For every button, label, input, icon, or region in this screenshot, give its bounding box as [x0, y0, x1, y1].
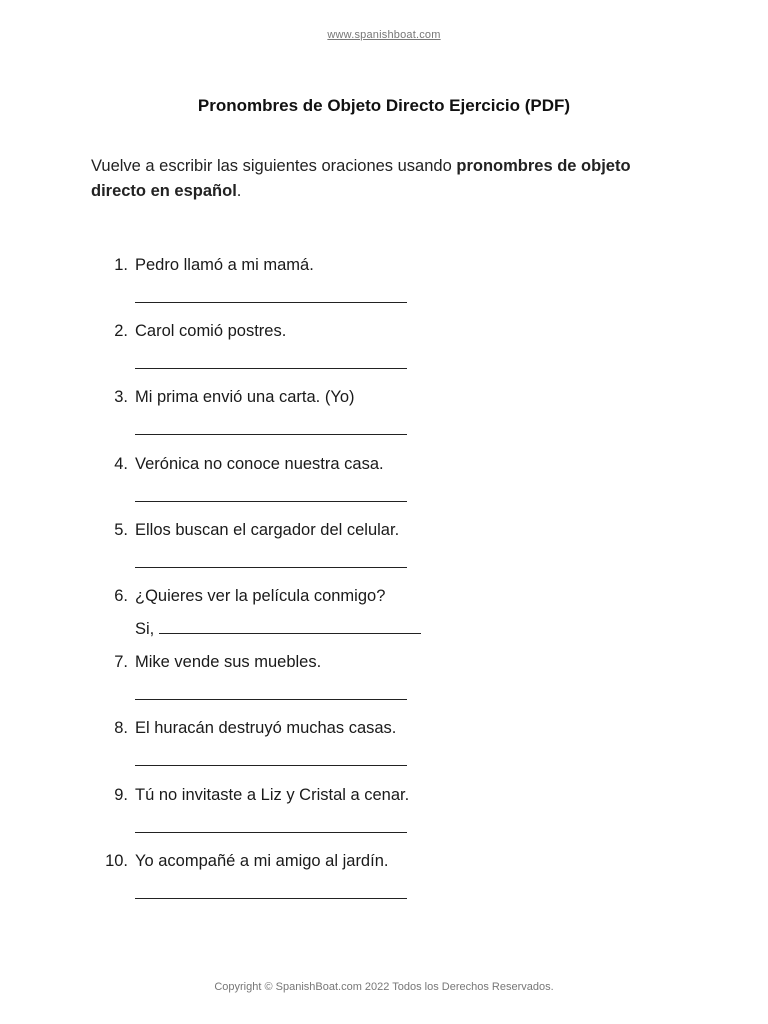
- instructions-text: Vuelve a escribir las siguientes oraciones usando: [91, 157, 457, 175]
- instructions: [91, 154, 681, 204]
- exercise-sentence: Tú no invitaste a Liz y Cristal a cenar.: [135, 786, 410, 804]
- exercise-number: 2.: [114, 322, 128, 340]
- answer-blank[interactable]: [135, 750, 407, 772]
- exercise-sentence: Carol comió postres.: [135, 322, 287, 340]
- answer-blank[interactable]: [135, 883, 407, 905]
- exercise-item-7: [0, 651, 768, 717]
- exercise-sentence: Ellos buscan el cargador del celular.: [135, 521, 400, 539]
- exercise-number: 5.: [114, 521, 128, 539]
- copyright-footer: Copyright © SpanishBoat.com 2022 Todos los Derechos Reservados.: [214, 981, 554, 993]
- exercise-sentence: Yo acompañé a mi amigo al jardín.: [135, 852, 389, 870]
- exercise-number: 4.: [114, 455, 128, 473]
- exercise-number: 1.: [114, 256, 128, 274]
- exercise-sentence: ¿Quieres ver la película conmigo?: [135, 587, 386, 605]
- exercise-item-10: [0, 850, 768, 916]
- exercise-number: 9.: [114, 786, 128, 804]
- exercise-sentence: Mi prima envió una carta. (Yo): [135, 388, 355, 406]
- answer-blank[interactable]: [135, 552, 407, 574]
- exercise-item-3: [0, 386, 768, 452]
- exercise-sentence: Pedro llamó a mi mamá.: [135, 256, 314, 274]
- answer-blank[interactable]: [135, 353, 407, 375]
- exercise-item-4: [0, 453, 768, 519]
- answer-blank[interactable]: [135, 684, 407, 706]
- answer-blank[interactable]: [135, 817, 407, 839]
- exercise-item-2: [0, 320, 768, 386]
- exercise-number: 3.: [114, 388, 128, 406]
- answer-blank[interactable]: [135, 486, 407, 508]
- page-title: Pronombres de Objeto Directo Ejercicio (PDF): [197, 96, 571, 115]
- answer-blank[interactable]: [135, 618, 421, 640]
- exercise-item-9: [0, 784, 768, 850]
- answer-blank[interactable]: [135, 287, 407, 309]
- exercise-number: 8.: [114, 719, 128, 737]
- exercise-sentence: El huracán destruyó muchas casas.: [135, 719, 397, 737]
- answer-blank[interactable]: [135, 419, 407, 441]
- answer-prefix: Si,: [135, 620, 159, 638]
- exercise-sentence: Mike vende sus muebles.: [135, 653, 322, 671]
- exercise-number: 7.: [114, 653, 128, 671]
- exercise-item-1: [0, 254, 768, 320]
- exercise-item-6: [0, 585, 768, 651]
- exercise-item-5: [0, 519, 768, 585]
- site-url-link[interactable]: www.spanishboat.com: [327, 29, 441, 41]
- exercise-number: 6.: [114, 587, 128, 605]
- exercise-number: 10.: [105, 852, 128, 870]
- instructions-end: .: [236, 182, 242, 200]
- instructions-bold-text: pronombres de objeto directo en español: [91, 157, 631, 200]
- exercise-sentence: Verónica no conoce nuestra casa.: [135, 455, 384, 473]
- exercise-item-8: [0, 717, 768, 783]
